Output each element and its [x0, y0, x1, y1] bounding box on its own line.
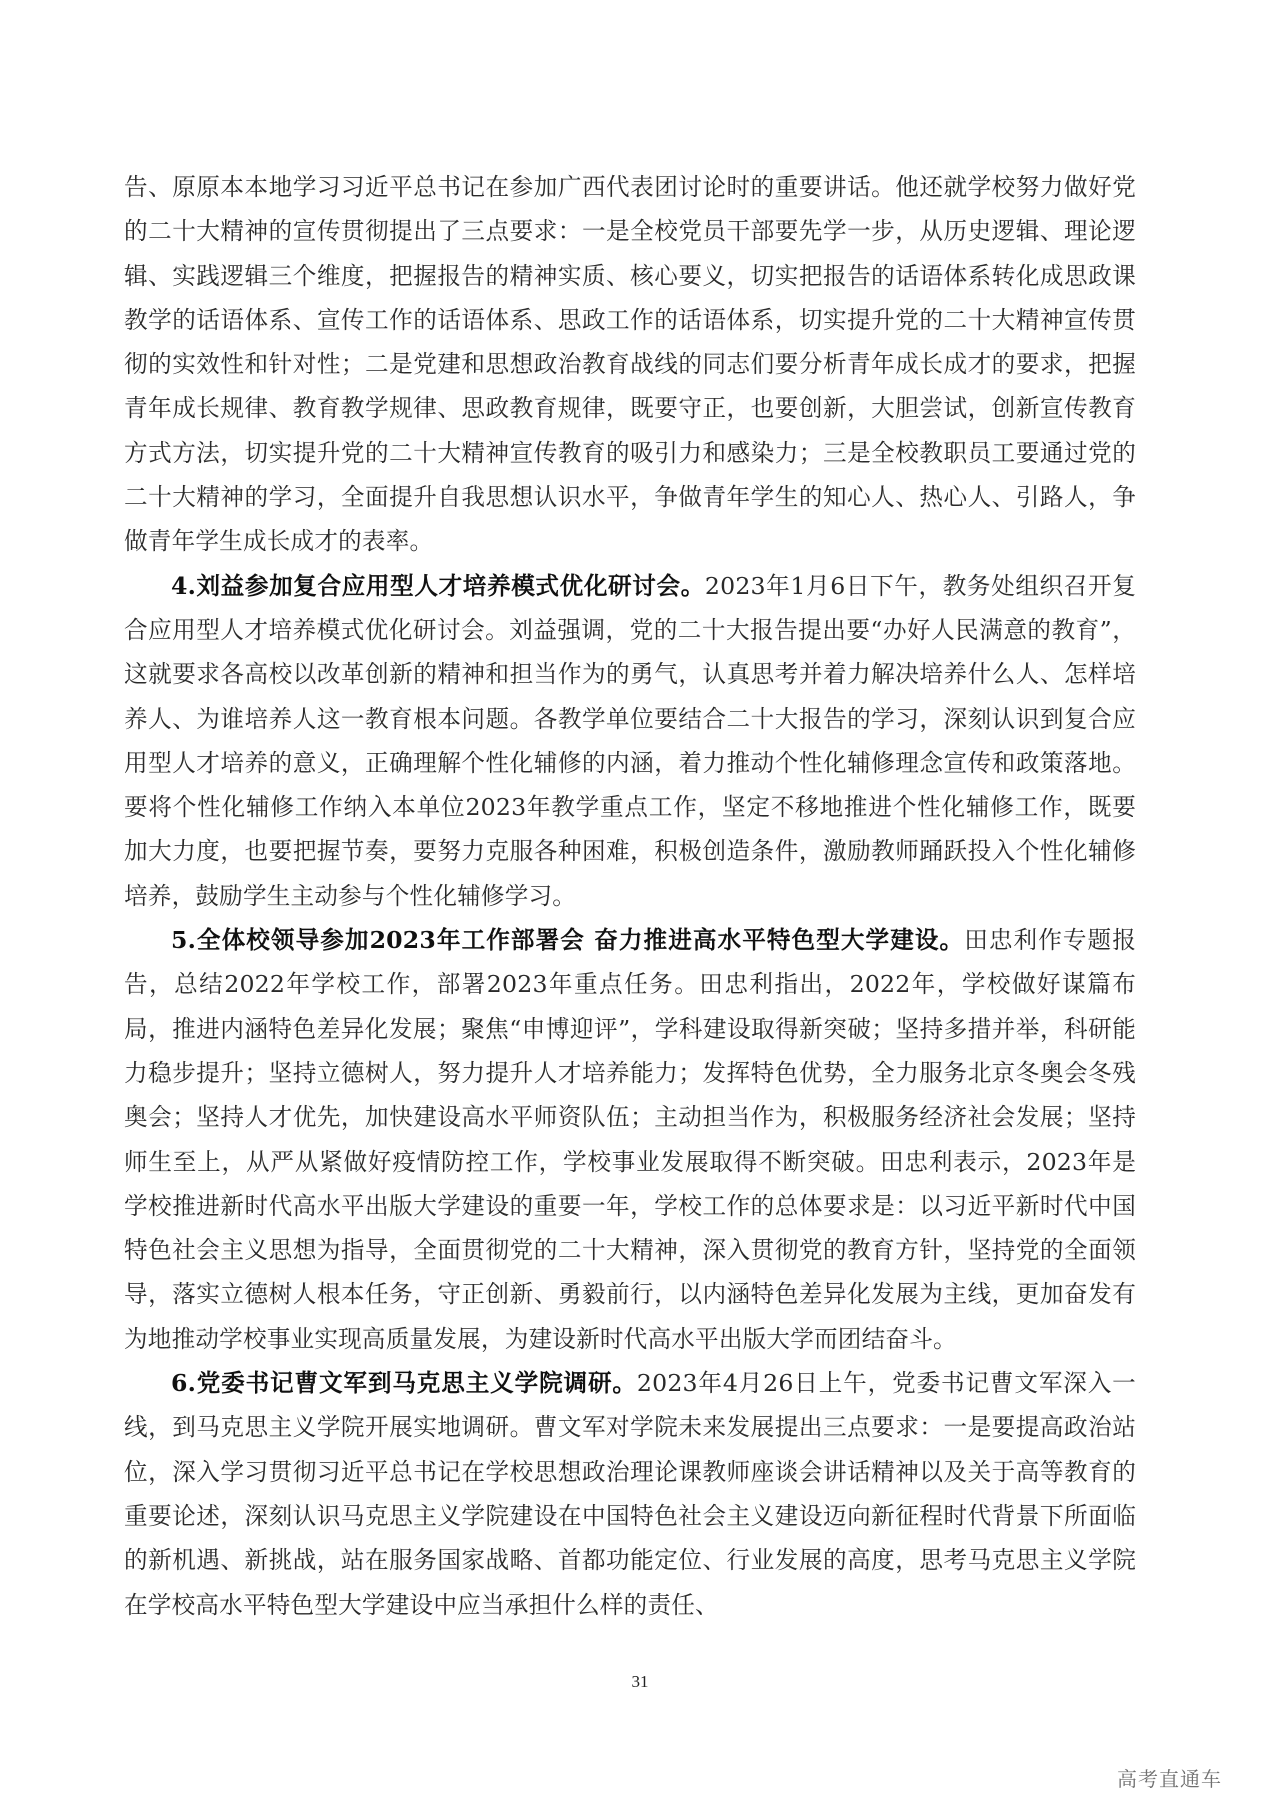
paragraph-body: 2023年4月26日上午，党委书记曹文军深入一线，到马克思主义学院开展实地调研。曹文军对学院未来发展提出三点要求：一是要提高政治站位，深入学习贯彻习近平总书记在学校思想政治理论课教师座谈会讲话精神以及关于高等教育的重要论述，深刻认识马克思主义学院建设在中国特色社会主义建设迈向新征程时代背景下所面临的新机遇、新挑战，站在服务国家战略、首都功能定位、行业发展的高度，思考马克思主义学院在学校高水平特色型大学建设中应当承担什么样的责任、: [124, 1369, 1136, 1619]
paragraph-item-4: [124, 564, 1136, 918]
watermark-logo-text: 高考直通车: [1117, 1767, 1222, 1791]
paragraph-body: 告、原原本本地学习习近平总书记在参加广西代表团讨论时的重要讲话。他还就学校努力做好党的二十大精神的宣传贯彻提出了三点要求：一是全校党员干部要先学一步，从历史逻辑、理论逻辑、实践逻辑三个维度，把握报告的精神实质、核心要义，切实把报告的话语体系转化成思政课教学的话语体系、宣传工作的话语体系、思政工作的话语体系，切实提升党的二十大精神宣传贯彻的实效性和针对性；二是党建和思想政治教育战线的同志们要分析青年成长成才的要求，把握青年成长规律、教育教学规律、思政教育规律，既要守正，也要创新，大胆尝试，创新宣传教育方式方法，切实提升党的二十大精神宣传教育的吸引力和感染力；三是全校教职员工要通过党的二十大精神的学习，全面提升自我思想认识水平，争做青年学生的知心人、热心人、引路人，争做青年学生成长成才的表率。: [124, 173, 1136, 556]
paragraph-continuation: [124, 165, 1136, 564]
paragraph-item-5: [124, 918, 1136, 1361]
paragraph-lead: 4.刘益参加复合应用型人才培养模式优化研讨会。: [171, 571, 705, 600]
paragraph-lead: 5.全体校领导参加2023年工作部署会 奋力推进高水平特色型大学建设。: [171, 926, 965, 955]
paragraph-body: 田忠利作专题报告，总结2022年学校工作，部署2023年重点任务。田忠利指出，2022年，学校做好谋篇布局，推进内涵特色差异化发展；聚焦“申博迎评”，学科建设取得新突破；坚持多措并举，科研能力稳步提升；坚持立德树人，努力提升人才培养能力；发挥特色优势，全力服务北京冬奥会冬残奥会；坚持人才优先，加快建设高水平师资队伍；主动担当作为，积极服务经济社会发展；坚持师生至上，从严从紧做好疫情防控工作，学校事业发展取得不断突破。田忠利表示，2023年是学校推进新时代高水平出版大学建设的重要一年，学校工作的总体要求是：以习近平新时代中国特色社会主义思想为指导，全面贯彻党的二十大精神，深入贯彻党的教育方针，坚持党的全面领导，落实立德树人根本任务，守正创新、勇毅前行，以内涵特色差异化发展为主线，更加奋发有为地推动学校事业实现高质量发展，为建设新时代高水平出版大学而团结奋斗。: [124, 926, 1136, 1353]
paragraph-item-6: [124, 1361, 1136, 1627]
page-number: 31: [631, 1672, 649, 1691]
paragraph-lead: 6.党委书记曹文军到马克思主义学院调研。: [171, 1369, 637, 1398]
paragraph-body: 2023年1月6日下午，教务处组织召开复合应用型人才培养模式优化研讨会。刘益强调，党的二十大报告提出要“办好人民满意的教育”，这就要求各高校以改革创新的精神和担当作为的勇气，认真思考并着力解决培养什么人、怎样培养人、为谁培养人这一教育根本问题。各教学单位要结合二十大报告的学习，深刻认识到复合应用型人才培养的意义，正确理解个性化辅修的内涵，着力推动个性化辅修理念宣传和政策落地。要将个性化辅修工作纳入本单位2023年教学重点工作，坚定不移地推进个性化辅修工作，既要加大力度，也要把握节奏，要努力克服各种困难，积极创造条件，激励教师踊跃投入个性化辅修培养，鼓励学生主动参与个性化辅修学习。: [124, 571, 1136, 910]
document-page: [124, 165, 1136, 1627]
